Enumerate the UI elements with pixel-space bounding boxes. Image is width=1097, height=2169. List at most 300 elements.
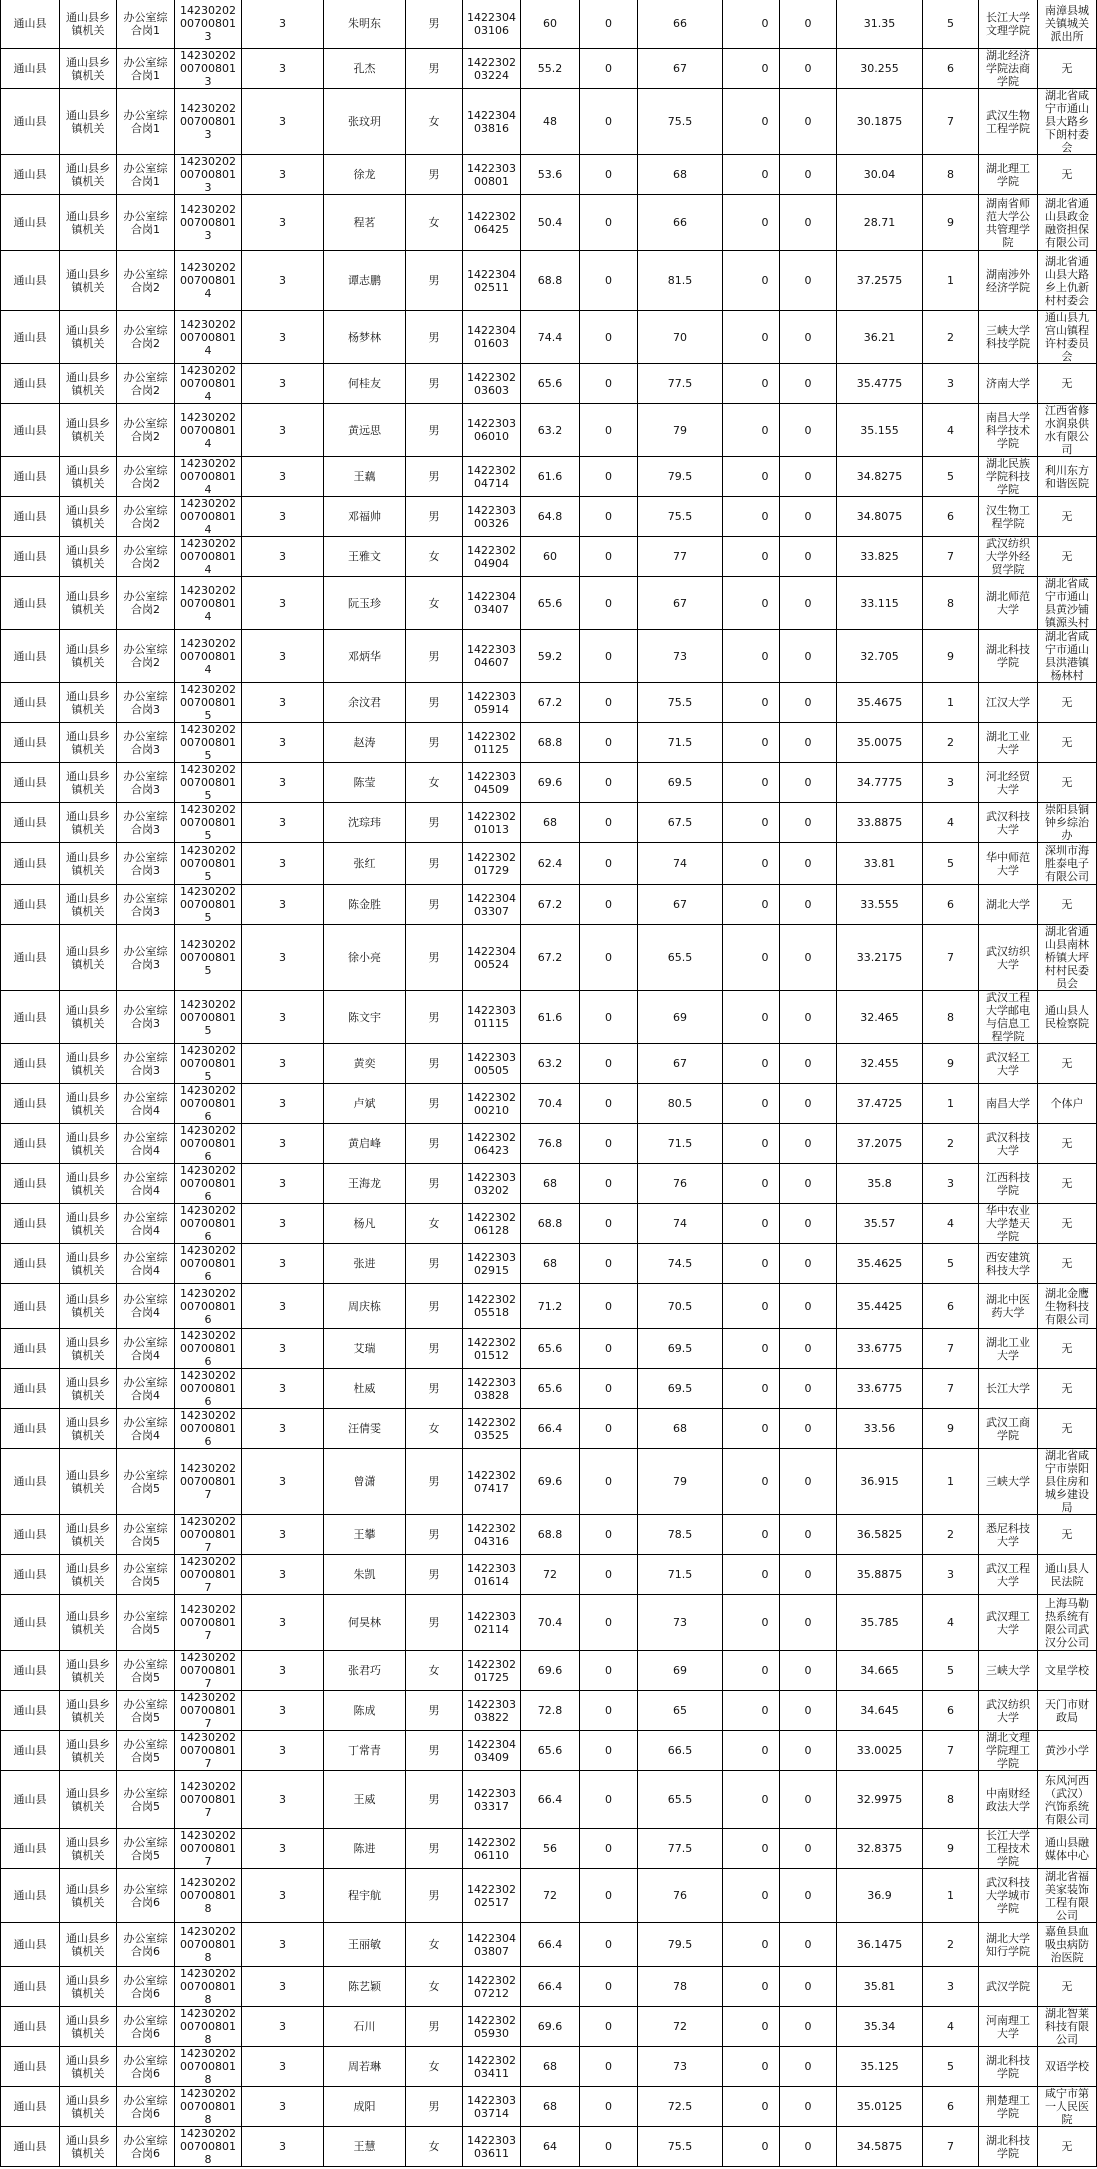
cell-county: 通山县 [1,1691,60,1731]
cell-rank: 6 [923,2087,979,2127]
cell-bonus-score-a: 0 [723,311,780,364]
cell-total-score: 31.35 [837,0,923,49]
cell-work-unit: 无 [1038,364,1097,404]
cell-total-score: 33.555 [837,885,923,925]
cell-written-score-c: 71.5 [638,1124,723,1164]
cell-bonus-score-b: 0 [780,1284,837,1329]
cell-school: 武汉工程大学 [979,1555,1038,1595]
cell-position-code: 14230202007008017 [175,1829,242,1869]
cell-gender: 男 [406,843,463,885]
cell-written-score-c: 68 [638,155,723,195]
cell-rank: 5 [923,843,979,885]
cell-name: 成阳 [324,2087,406,2127]
cell-written-score-c: 75.5 [638,2127,723,2167]
cell-position-code: 14230202007008017 [175,1555,242,1595]
cell-gender: 女 [406,2047,463,2087]
cell-position-code: 14230202007008018 [175,2047,242,2087]
cell-gender: 男 [406,1369,463,1409]
cell-county: 通山县 [1,1771,60,1829]
cell-written-score-c: 79 [638,1449,723,1515]
cell-gender: 男 [406,404,463,457]
cell-position-code: 14230202007008017 [175,1515,242,1555]
cell-county: 通山县 [1,1084,60,1124]
cell-written-score-c: 65.5 [638,925,723,991]
cell-exam-ticket: 142230203603 [463,364,521,404]
cell-county: 通山县 [1,1449,60,1515]
cell-hire-count: 3 [242,1044,324,1084]
cell-written-score-b: 0 [580,1369,638,1409]
cell-rank: 6 [923,497,979,537]
cell-bonus-score-a: 0 [723,925,780,991]
cell-work-unit: 湖北省通山县大路乡上仇新村村委会 [1038,251,1097,311]
cell-bonus-score-b: 0 [780,311,837,364]
cell-written-score-a: 68 [521,803,580,843]
cell-department: 通山县乡镇机关 [60,1329,117,1369]
cell-rank: 1 [923,1084,979,1124]
cell-written-score-b: 0 [580,1731,638,1771]
cell-position-code: 14230202007008017 [175,1771,242,1829]
cell-gender: 男 [406,1691,463,1731]
table-row [1,0,1097,49]
cell-rank: 4 [923,1595,979,1651]
cell-gender: 男 [406,683,463,723]
cell-written-score-b: 0 [580,155,638,195]
cell-exam-ticket: 142230201729 [463,843,521,885]
cell-school: 武汉纺织大学外经贸学院 [979,537,1038,577]
cell-written-score-a: 76.8 [521,1124,580,1164]
cell-written-score-a: 68.8 [521,1204,580,1244]
cell-written-score-a: 56 [521,1829,580,1869]
cell-work-unit: 通山县人民法院 [1038,1555,1097,1595]
cell-gender: 男 [406,1284,463,1329]
cell-written-score-a: 60 [521,0,580,49]
cell-name: 何桂友 [324,364,406,404]
cell-department: 通山县乡镇机关 [60,1923,117,1967]
cell-rank: 8 [923,1771,979,1829]
cell-hire-count: 3 [242,364,324,404]
cell-county: 通山县 [1,404,60,457]
cell-written-score-b: 0 [580,1515,638,1555]
cell-work-unit: 湖北智莱科技有限公司 [1038,2007,1097,2047]
cell-position-code: 14230202007008016 [175,1084,242,1124]
cell-exam-ticket: 142230204714 [463,457,521,497]
cell-name: 余汶君 [324,683,406,723]
cell-gender: 女 [406,537,463,577]
cell-written-score-a: 69.6 [521,1651,580,1691]
cell-position: 办公室综合岗6 [117,1869,175,1923]
cell-bonus-score-a: 0 [723,1084,780,1124]
cell-county: 通山县 [1,1369,60,1409]
cell-department: 通山县乡镇机关 [60,1369,117,1409]
cell-school: 武汉轻工大学 [979,1044,1038,1084]
cell-written-score-a: 67.2 [521,925,580,991]
cell-department: 通山县乡镇机关 [60,1967,117,2007]
cell-work-unit: 无 [1038,155,1097,195]
cell-written-score-c: 74 [638,1204,723,1244]
cell-position-code: 14230202007008014 [175,364,242,404]
cell-county: 通山县 [1,683,60,723]
cell-position: 办公室综合岗5 [117,1651,175,1691]
cell-position: 办公室综合岗3 [117,1044,175,1084]
cell-hire-count: 3 [242,1515,324,1555]
cell-department: 通山县乡镇机关 [60,1595,117,1651]
cell-gender: 女 [406,89,463,155]
cell-exam-ticket: 142230202517 [463,1869,521,1923]
cell-position-code: 14230202007008017 [175,1449,242,1515]
cell-hire-count: 3 [242,885,324,925]
cell-exam-ticket: 142230400524 [463,925,521,991]
cell-hire-count: 3 [242,1409,324,1449]
cell-written-score-c: 71.5 [638,1555,723,1595]
cell-bonus-score-b: 0 [780,2047,837,2087]
cell-rank: 4 [923,803,979,843]
cell-bonus-score-a: 0 [723,89,780,155]
cell-position-code: 14230202007008014 [175,404,242,457]
cell-county: 通山县 [1,1595,60,1651]
cell-exam-ticket: 142230305914 [463,683,521,723]
cell-hire-count: 3 [242,577,324,630]
cell-bonus-score-b: 0 [780,2007,837,2047]
cell-total-score: 34.665 [837,1651,923,1691]
cell-exam-ticket: 142230302114 [463,1595,521,1651]
cell-gender: 男 [406,1869,463,1923]
cell-county: 通山县 [1,1124,60,1164]
cell-position: 办公室综合岗6 [117,2127,175,2167]
cell-rank: 1 [923,251,979,311]
table-row [1,537,1097,577]
cell-bonus-score-a: 0 [723,404,780,457]
cell-department: 通山县乡镇机关 [60,1869,117,1923]
cell-school: 武汉工商学院 [979,1409,1038,1449]
table-row [1,1691,1097,1731]
cell-position-code: 14230202007008015 [175,843,242,885]
table-row [1,925,1097,991]
cell-total-score: 35.4675 [837,683,923,723]
cell-hire-count: 3 [242,683,324,723]
cell-bonus-score-a: 0 [723,457,780,497]
cell-department: 通山县乡镇机关 [60,577,117,630]
cell-county: 通山县 [1,2087,60,2127]
cell-written-score-a: 65.6 [521,1369,580,1409]
cell-county: 通山县 [1,885,60,925]
cell-exam-ticket: 142230207417 [463,1449,521,1515]
cell-name: 王丽敏 [324,1923,406,1967]
cell-hire-count: 3 [242,1869,324,1923]
cell-position: 办公室综合岗4 [117,1164,175,1204]
cell-bonus-score-a: 0 [723,803,780,843]
cell-position: 办公室综合岗5 [117,1731,175,1771]
cell-work-unit: 天门市财政局 [1038,1691,1097,1731]
cell-name: 陈艺颖 [324,1967,406,2007]
table-row [1,1651,1097,1691]
cell-school: 武汉科技大学 [979,803,1038,843]
cell-work-unit: 无 [1038,1124,1097,1164]
cell-county: 通山县 [1,2047,60,2087]
cell-gender: 女 [406,1204,463,1244]
cell-hire-count: 3 [242,1244,324,1284]
cell-bonus-score-a: 0 [723,49,780,89]
cell-total-score: 34.5875 [837,2127,923,2167]
cell-work-unit: 湖北省咸宁市通山县黄沙铺镇源头村 [1038,577,1097,630]
cell-total-score: 30.1875 [837,89,923,155]
table-row [1,1204,1097,1244]
cell-county: 通山县 [1,364,60,404]
cell-work-unit: 湖北省咸宁市通山县大路乡下朗村委会 [1038,89,1097,155]
cell-department: 通山县乡镇机关 [60,1084,117,1124]
cell-work-unit: 黄沙小学 [1038,1731,1097,1771]
cell-gender: 男 [406,1244,463,1284]
cell-county: 通山县 [1,1923,60,1967]
cell-exam-ticket: 142230403409 [463,1731,521,1771]
cell-school: 武汉工程大学邮电与信息工程学院 [979,991,1038,1044]
cell-rank: 6 [923,1691,979,1731]
cell-written-score-c: 73 [638,1595,723,1651]
cell-exam-ticket: 142230303822 [463,1691,521,1731]
cell-written-score-b: 0 [580,89,638,155]
table-row [1,1967,1097,2007]
cell-department: 通山县乡镇机关 [60,1124,117,1164]
cell-position: 办公室综合岗3 [117,925,175,991]
cell-written-score-b: 0 [580,0,638,49]
cell-bonus-score-a: 0 [723,630,780,683]
cell-name: 何昊林 [324,1595,406,1651]
cell-bonus-score-b: 0 [780,1771,837,1829]
cell-bonus-score-a: 0 [723,1044,780,1084]
cell-written-score-b: 0 [580,1829,638,1869]
cell-bonus-score-b: 0 [780,1409,837,1449]
cell-name: 赵涛 [324,723,406,763]
cell-total-score: 34.8275 [837,457,923,497]
cell-name: 程茗 [324,195,406,251]
cell-position-code: 14230202007008015 [175,991,242,1044]
cell-written-score-a: 63.2 [521,404,580,457]
cell-gender: 男 [406,0,463,49]
cell-work-unit: 通山县九宫山镇程许村委员会 [1038,311,1097,364]
cell-written-score-b: 0 [580,1244,638,1284]
cell-bonus-score-b: 0 [780,1967,837,2007]
cell-work-unit: 湖北省通山县南林桥镇大坪村村民委员会 [1038,925,1097,991]
cell-bonus-score-b: 0 [780,1329,837,1369]
cell-gender: 男 [406,2007,463,2047]
cell-rank: 6 [923,1284,979,1329]
cell-department: 通山县乡镇机关 [60,155,117,195]
cell-written-score-a: 62.4 [521,843,580,885]
cell-gender: 男 [406,311,463,364]
cell-rank: 3 [923,1555,979,1595]
cell-position-code: 14230202007008018 [175,1967,242,2007]
cell-bonus-score-b: 0 [780,1084,837,1124]
cell-written-score-b: 0 [580,1084,638,1124]
cell-written-score-b: 0 [580,843,638,885]
cell-name: 王藕 [324,457,406,497]
table-row [1,630,1097,683]
cell-bonus-score-b: 0 [780,0,837,49]
cell-department: 通山县乡镇机关 [60,497,117,537]
cell-bonus-score-a: 0 [723,155,780,195]
cell-exam-ticket: 142230403807 [463,1923,521,1967]
cell-bonus-score-b: 0 [780,155,837,195]
cell-department: 通山县乡镇机关 [60,1829,117,1869]
cell-gender: 女 [406,1409,463,1449]
cell-name: 张君巧 [324,1651,406,1691]
cell-bonus-score-a: 0 [723,1967,780,2007]
cell-exam-ticket: 142230303828 [463,1369,521,1409]
cell-position: 办公室综合岗3 [117,991,175,1044]
cell-hire-count: 3 [242,1555,324,1595]
cell-name: 张红 [324,843,406,885]
cell-name: 程宇航 [324,1869,406,1923]
cell-department: 通山县乡镇机关 [60,803,117,843]
cell-written-score-b: 0 [580,2087,638,2127]
cell-county: 通山县 [1,1409,60,1449]
cell-written-score-a: 65.6 [521,1329,580,1369]
cell-position-code: 14230202007008013 [175,89,242,155]
cell-department: 通山县乡镇机关 [60,1691,117,1731]
cell-gender: 男 [406,803,463,843]
table-row [1,311,1097,364]
cell-county: 通山县 [1,991,60,1044]
cell-position: 办公室综合岗4 [117,1284,175,1329]
cell-hire-count: 3 [242,843,324,885]
cell-bonus-score-b: 0 [780,630,837,683]
cell-bonus-score-a: 0 [723,723,780,763]
table-row [1,2007,1097,2047]
cell-position-code: 14230202007008015 [175,885,242,925]
cell-position: 办公室综合岗4 [117,1369,175,1409]
cell-hire-count: 3 [242,1651,324,1691]
cell-school: 湖北科技学院 [979,630,1038,683]
cell-work-unit: 双语学校 [1038,2047,1097,2087]
cell-hire-count: 3 [242,925,324,991]
table-row [1,803,1097,843]
cell-written-score-c: 67.5 [638,803,723,843]
cell-exam-ticket: 142230401603 [463,311,521,364]
cell-bonus-score-a: 0 [723,1284,780,1329]
cell-written-score-b: 0 [580,1329,638,1369]
cell-position-code: 14230202007008015 [175,763,242,803]
cell-name: 王慧 [324,2127,406,2167]
cell-exam-ticket: 142230203411 [463,2047,521,2087]
cell-position: 办公室综合岗5 [117,1515,175,1555]
cell-hire-count: 3 [242,630,324,683]
cell-department: 通山县乡镇机关 [60,2087,117,2127]
cell-rank: 7 [923,925,979,991]
cell-work-unit: 通山县融媒体中心 [1038,1829,1097,1869]
table-row [1,1124,1097,1164]
cell-bonus-score-a: 0 [723,1369,780,1409]
cell-position: 办公室综合岗4 [117,1084,175,1124]
cell-bonus-score-b: 0 [780,195,837,251]
cell-written-score-b: 0 [580,364,638,404]
cell-bonus-score-a: 0 [723,1595,780,1651]
cell-name: 王威 [324,1771,406,1829]
cell-school: 武汉理工大学 [979,1595,1038,1651]
table-row [1,404,1097,457]
cell-rank: 1 [923,683,979,723]
cell-gender: 女 [406,195,463,251]
cell-rank: 6 [923,885,979,925]
cell-position: 办公室综合岗4 [117,1244,175,1284]
cell-total-score: 33.2175 [837,925,923,991]
table-row [1,1284,1097,1329]
cell-written-score-a: 72 [521,1555,580,1595]
cell-exam-ticket: 142230200210 [463,1084,521,1124]
cell-bonus-score-b: 0 [780,2127,837,2167]
cell-position-code: 14230202007008014 [175,457,242,497]
cell-bonus-score-a: 0 [723,885,780,925]
cell-position: 办公室综合岗4 [117,1124,175,1164]
cell-department: 通山县乡镇机关 [60,2047,117,2087]
cell-name: 卢斌 [324,1084,406,1124]
cell-work-unit: 无 [1038,723,1097,763]
cell-department: 通山县乡镇机关 [60,251,117,311]
cell-school: 西安建筑科技大学 [979,1244,1038,1284]
cell-written-score-a: 65.6 [521,364,580,404]
cell-department: 通山县乡镇机关 [60,537,117,577]
cell-rank: 4 [923,2007,979,2047]
cell-gender: 男 [406,457,463,497]
cell-written-score-c: 66 [638,195,723,251]
cell-school: 江西科技学院 [979,1164,1038,1204]
cell-bonus-score-a: 0 [723,2127,780,2167]
cell-bonus-score-b: 0 [780,89,837,155]
cell-school: 江汉大学 [979,683,1038,723]
cell-position: 办公室综合岗3 [117,683,175,723]
cell-hire-count: 3 [242,2127,324,2167]
cell-gender: 男 [406,1515,463,1555]
cell-written-score-a: 68 [521,1164,580,1204]
cell-department: 通山县乡镇机关 [60,1409,117,1449]
cell-exam-ticket: 142230303714 [463,2087,521,2127]
cell-county: 通山县 [1,195,60,251]
cell-total-score: 34.7775 [837,763,923,803]
cell-rank: 2 [923,311,979,364]
cell-written-score-a: 68.8 [521,723,580,763]
cell-hire-count: 3 [242,1084,324,1124]
cell-rank: 1 [923,1869,979,1923]
cell-position-code: 14230202007008016 [175,1409,242,1449]
cell-written-score-b: 0 [580,1164,638,1204]
cell-county: 通山县 [1,1731,60,1771]
cell-hire-count: 3 [242,1329,324,1369]
cell-school: 荆楚理工学院 [979,2087,1038,2127]
cell-hire-count: 3 [242,763,324,803]
cell-bonus-score-b: 0 [780,49,837,89]
cell-position: 办公室综合岗2 [117,251,175,311]
cell-total-score: 33.0025 [837,1731,923,1771]
cell-work-unit: 无 [1038,763,1097,803]
cell-exam-ticket: 142230205518 [463,1284,521,1329]
cell-name: 王海龙 [324,1164,406,1204]
cell-exam-ticket: 142230300801 [463,155,521,195]
table-row [1,683,1097,723]
cell-position: 办公室综合岗2 [117,630,175,683]
cell-bonus-score-b: 0 [780,683,837,723]
cell-written-score-b: 0 [580,723,638,763]
cell-department: 通山县乡镇机关 [60,311,117,364]
cell-bonus-score-b: 0 [780,1691,837,1731]
cell-bonus-score-b: 0 [780,577,837,630]
cell-rank: 7 [923,1731,979,1771]
cell-exam-ticket: 142230303317 [463,1771,521,1829]
cell-written-score-a: 68 [521,2047,580,2087]
cell-county: 通山县 [1,763,60,803]
cell-position: 办公室综合岗5 [117,1555,175,1595]
cell-gender: 男 [406,1555,463,1595]
cell-written-score-b: 0 [580,497,638,537]
cell-written-score-b: 0 [580,1651,638,1691]
cell-name: 黄奕 [324,1044,406,1084]
